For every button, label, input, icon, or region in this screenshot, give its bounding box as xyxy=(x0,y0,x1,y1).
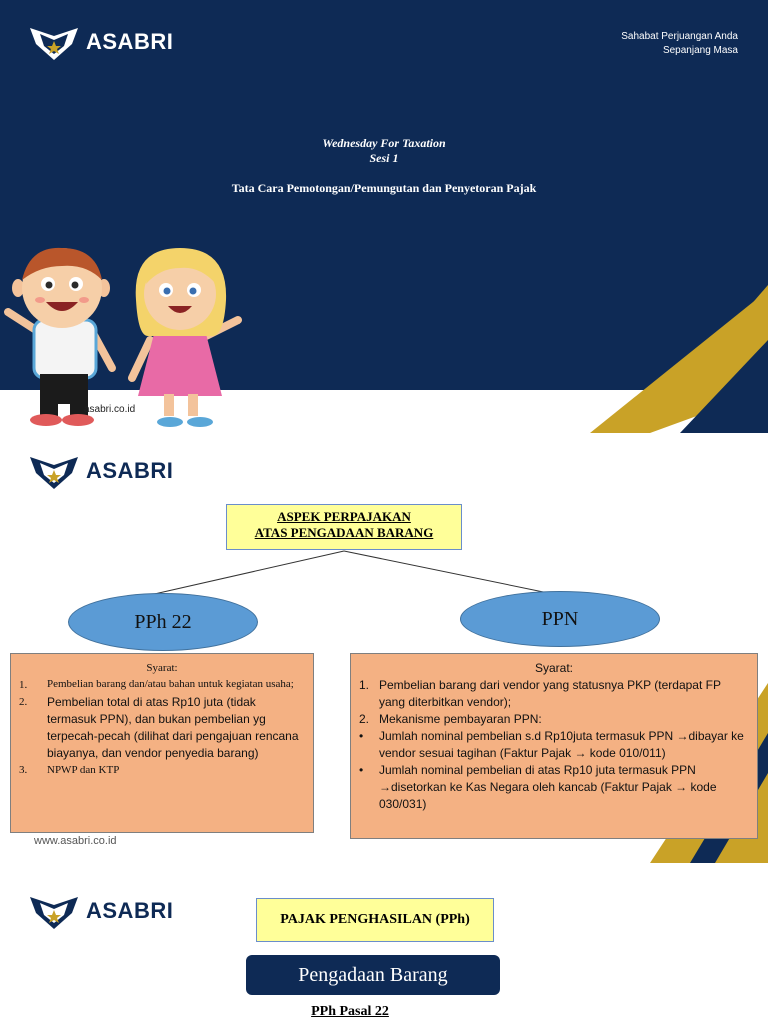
slide-3 xyxy=(0,863,768,1024)
ppn-ellipse: PPN xyxy=(460,591,660,647)
presentation-subtitle: Tata Cara Pemotongan/Pemungutan dan Penyetoran Pajak xyxy=(231,181,537,195)
pph-title-box: PAJAK PENGHASILAN (PPh) xyxy=(256,898,494,942)
ppn-list xyxy=(359,677,749,813)
slide-2 xyxy=(0,433,768,863)
event-title: Wednesday For Taxation xyxy=(322,136,446,150)
tagline-line-2: Sepanjang Masa xyxy=(662,45,738,56)
logo-wordmark: ASABRI xyxy=(86,898,174,923)
aspek-title-line-1: ASPEK PERPAJAKAN xyxy=(277,509,411,524)
pengadaan-barang-banner: Pengadaan Barang xyxy=(246,955,500,995)
pph22-requirements-box xyxy=(10,653,314,833)
asabri-emblem-icon xyxy=(28,22,80,62)
logo-wordmark: ASABRI xyxy=(86,29,174,54)
logo-wordmark: ASABRI xyxy=(86,458,174,483)
list-item: 2. Mekanisme pembayaran PPN: xyxy=(359,712,542,726)
girl-figure-icon xyxy=(132,248,238,427)
list-item: 1. Pembelian barang dari vendor yang statusnya PKP (terdapat FP yang diterbitkan vendor); xyxy=(359,678,721,709)
pph22-ellipse: PPh 22 xyxy=(68,593,258,651)
pph22-list xyxy=(19,677,305,779)
ppn-requirements-box xyxy=(350,653,758,839)
asabri-logo xyxy=(28,22,173,62)
website-url[interactable]: www.asabri.co.id xyxy=(34,835,117,847)
list-item: 1. Pembelian barang dan/atau bahan untuk kegiatan usaha; xyxy=(19,678,294,691)
pph22-heading: Syarat: xyxy=(146,662,178,674)
tagline-line-1: Sahabat Perjuangan Anda xyxy=(621,31,738,42)
tagline xyxy=(621,30,738,58)
pph-pasal-22-heading: PPh Pasal 22 xyxy=(311,1004,389,1019)
slide-1 xyxy=(0,0,768,433)
list-item: • Jumlah nominal pembelian s.d Rp10juta termasuk PPN →dibayar ke vendor sesuai tagihan (Faktur Pajak → kode 010/011) xyxy=(359,729,744,760)
list-item: • Jumlah nominal pembelian di atas Rp10 juta termasuk PPN →disetorkan ke Kas Negara oleh kancab (Faktur Pajak → kode 030/031) xyxy=(359,763,717,811)
boy-figure-icon xyxy=(8,248,112,426)
list-item: 2. Pembelian total di atas Rp10 juta (tidak termasuk PPN), dan bukan pembelian yg terpecah-pecah (dilihat dari pengajuan rencana biayanya, dan vendor penyedia barang) xyxy=(19,695,299,760)
ppn-heading: Syarat: xyxy=(534,661,573,675)
asabri-emblem-icon xyxy=(28,891,80,931)
session-label: Sesi 1 xyxy=(369,151,399,165)
aspek-title-line-2: ATAS PENGADAAN BARANG xyxy=(254,525,434,540)
website-url[interactable]: asabri.co.id xyxy=(84,404,136,415)
list-item: 3. NPWP dan KTP xyxy=(19,764,120,776)
asabri-logo xyxy=(28,891,173,931)
